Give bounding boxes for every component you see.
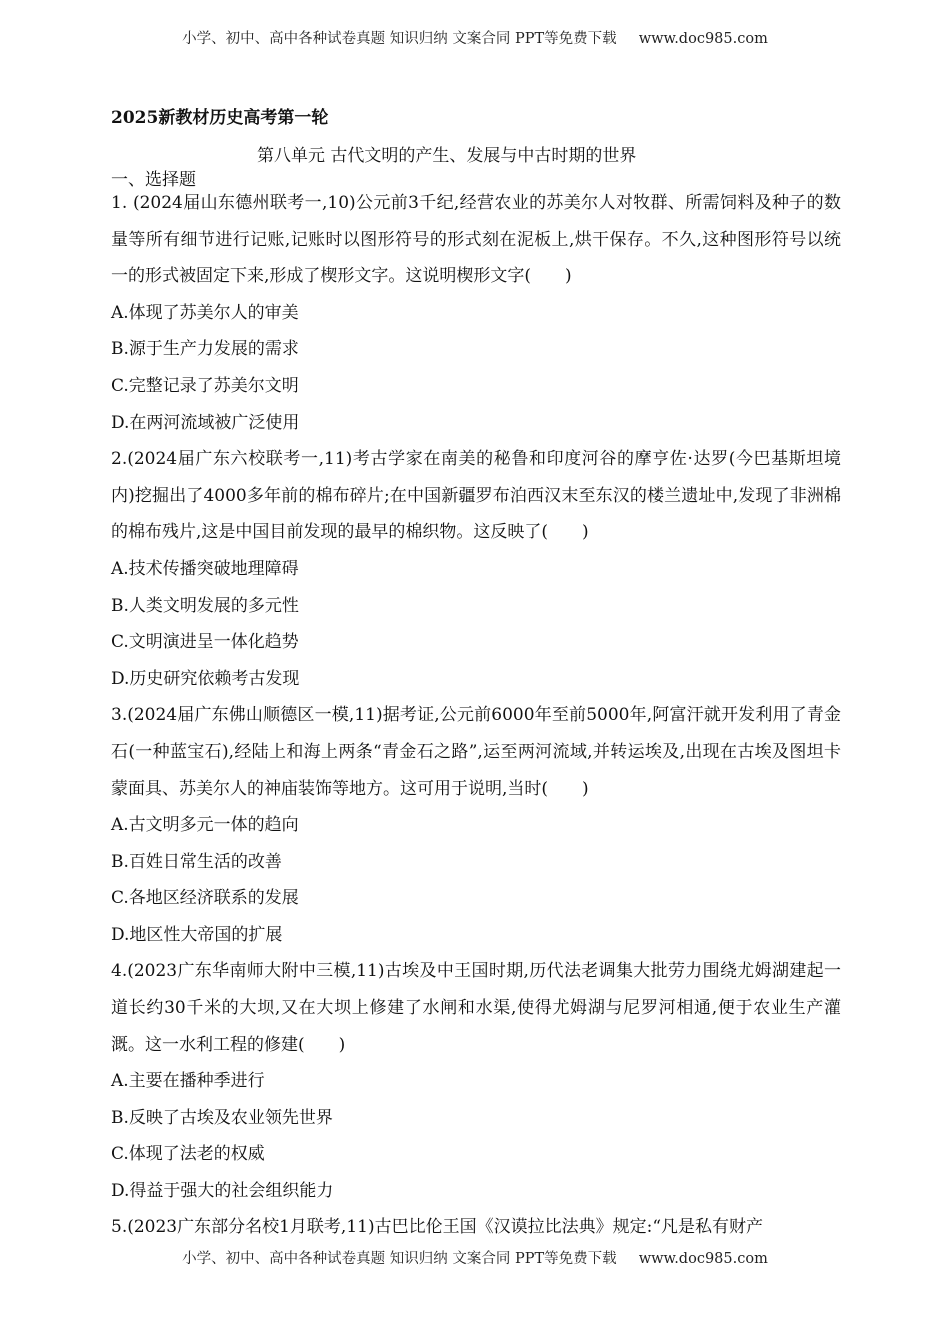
document-title: 2025新教材历史高考第一轮 bbox=[111, 108, 329, 128]
question-5-partial: 5.(2023广东部分名校1月联考,11)古巴比伦王国《汉谟拉比法典》规定:“凡是私有财产 bbox=[111, 1217, 764, 1237]
option-a: A.古文明多元一体的趋向 bbox=[111, 815, 299, 836]
footer-text: 小学、初中、高中各种试卷真题 知识归纳 文案合同 PPT等免费下载 bbox=[182, 1251, 617, 1267]
option-b: B.源于生产力发展的需求 bbox=[111, 339, 299, 360]
option-a: A.主要在播种季进行 bbox=[111, 1071, 265, 1092]
question-stem: 4.(2023广东华南师大附中三模,11)古埃及中王国时期,历代法老调集大批劳力围绕尤姆湖建起一道长约30千米的大坝,又在大坝上修建了水闸和水渠,使得尤姆湖与尼罗河相通,便于农业生产灌溉。这一水利工程的修建( ) bbox=[111, 961, 841, 1055]
question-stem: 2.(2024届广东六校联考一,11)考古学家在南美的秘鲁和印度河谷的摩亨佐·达罗(今巴基斯坦境内)挖掘出了4000多年前的棉布碎片;在中国新疆罗布泊西汉末至东汉的楼兰遗址中,发现了非洲棉的棉布残片,这是中国目前发现的最早的棉织物。这反映了( ) bbox=[111, 449, 841, 543]
option-c: C.各地区经济联系的发展 bbox=[111, 888, 299, 909]
option-b: B.反映了古埃及农业领先世界 bbox=[111, 1107, 333, 1128]
section-heading: 一、选择题 bbox=[111, 170, 196, 190]
option-c: C.体现了法老的权威 bbox=[111, 1144, 265, 1165]
header-site[interactable]: www.doc985.com bbox=[638, 31, 768, 47]
option-d: D.得益于强大的社会组织能力 bbox=[111, 1181, 334, 1202]
question-list bbox=[111, 185, 841, 1210]
footer-site[interactable]: www.doc985.com bbox=[638, 1251, 768, 1267]
option-a: A.技术传播突破地理障碍 bbox=[111, 558, 299, 579]
page-header bbox=[0, 27, 950, 48]
option-c: C.文明演进呈一体化趋势 bbox=[111, 632, 299, 653]
question-3 bbox=[111, 697, 841, 953]
option-b: B.百姓日常生活的改善 bbox=[111, 851, 282, 872]
page-footer bbox=[0, 1247, 950, 1268]
option-d: D.在两河流域被广泛使用 bbox=[111, 412, 300, 433]
option-b: B.人类文明发展的多元性 bbox=[111, 595, 299, 616]
option-c: C.完整记录了苏美尔文明 bbox=[111, 375, 299, 396]
option-a: A.体现了苏美尔人的审美 bbox=[111, 302, 299, 323]
option-d: D.历史研究依赖考古发现 bbox=[111, 668, 300, 689]
question-1 bbox=[111, 185, 841, 441]
question-4 bbox=[111, 953, 841, 1209]
unit-title: 第八单元 古代文明的产生、发展与中古时期的世界 bbox=[257, 146, 637, 166]
option-d: D.地区性大帝国的扩展 bbox=[111, 924, 283, 945]
header-text: 小学、初中、高中各种试卷真题 知识归纳 文案合同 PPT等免费下载 bbox=[182, 31, 617, 47]
question-stem: 3.(2024届广东佛山顺德区一模,11)据考证,公元前6000年至前5000年,阿富汗就开发利用了青金石(一种蓝宝石),经陆上和海上两条“青金石之路”,运至两河流域,并转运埃及,出现在古埃及图坦卡蒙面具、苏美尔人的神庙装饰等地方。这可用于说明,当时( ) bbox=[111, 705, 841, 799]
question-2 bbox=[111, 441, 841, 697]
question-stem: 1. (2024届山东德州联考一,10)公元前3千纪,经营农业的苏美尔人对牧群、所需饲料及种子的数量等所有细节进行记账,记账时以图形符号的形式刻在泥板上,烘干保存。不久,这种图形符号以统一的形式被固定下来,形成了楔形文字。这说明楔形文字( ) bbox=[111, 193, 841, 287]
